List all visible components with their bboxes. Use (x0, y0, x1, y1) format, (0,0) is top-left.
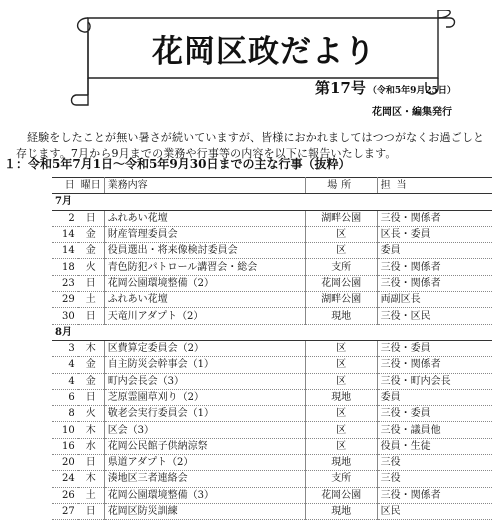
cell-people: 区長・委員 (377, 226, 492, 242)
issue-date: （令和5年9月25日） (367, 86, 456, 96)
table-row (52, 389, 492, 405)
cell-people: 役員・生徒 (377, 438, 492, 454)
table-row (52, 422, 492, 438)
cell-place: 湖畔公園 (305, 292, 377, 308)
cell-people: 三役・議員他 (377, 422, 492, 438)
cell-day: 30 (52, 308, 78, 324)
cell-day: 4 (52, 373, 78, 389)
cell-day: 14 (52, 226, 78, 242)
cell-event: 町内会長会（3） (104, 373, 305, 389)
table-row (52, 259, 492, 275)
cell-event: 花岡公園環境整備（2） (104, 275, 305, 291)
cell-people: 三役・町内会長 (377, 373, 492, 389)
cell-people: 委員 (377, 243, 492, 259)
header-event: 業務内容 (104, 178, 305, 194)
cell-place: 現地 (305, 503, 377, 519)
cell-weekday: 水 (78, 438, 105, 454)
table-row (52, 503, 492, 519)
cell-weekday: 木 (78, 340, 105, 356)
cell-place: 支所 (305, 259, 377, 275)
cell-people: 三役・委員 (377, 340, 492, 356)
cell-event: 湊地区三者連絡会 (104, 471, 305, 487)
issue-line (315, 77, 456, 98)
table-row (52, 455, 492, 471)
cell-weekday: 金 (78, 243, 105, 259)
cell-event: 花岡区防災訓練 (104, 503, 305, 519)
cell-weekday: 土 (78, 487, 105, 503)
header-people: 担当 (377, 178, 492, 194)
cell-place: 区 (305, 406, 377, 422)
cell-event: 区費算定委員会（2） (104, 340, 305, 356)
cell-people: 三役・関係者 (377, 487, 492, 503)
month-row (52, 324, 492, 340)
header-day: 日 (52, 178, 78, 194)
cell-day: 14 (52, 243, 78, 259)
table-row (52, 210, 492, 226)
cell-place: 現地 (305, 308, 377, 324)
section-heading: １：令和5年7月1日～令和5年9月30日までの主な行事（抜粋） (4, 157, 351, 171)
cell-place: 花岡公園 (305, 275, 377, 291)
schedule-table (52, 177, 492, 520)
cell-day: 20 (52, 455, 78, 471)
table-row (52, 275, 492, 291)
table-row (52, 226, 492, 242)
cell-place: 区 (305, 373, 377, 389)
cell-event: 県道アダプト（2） (104, 455, 305, 471)
cell-place: 現地 (305, 389, 377, 405)
cell-day: 10 (52, 422, 78, 438)
cell-day: 3 (52, 340, 78, 356)
cell-weekday: 日 (78, 455, 105, 471)
cell-people: 三役・関係者 (377, 275, 492, 291)
cell-event: 青色防犯パトロール講習会・総会 (104, 259, 305, 275)
cell-weekday: 日 (78, 275, 105, 291)
cell-weekday: 木 (78, 471, 105, 487)
table-row (52, 373, 492, 389)
cell-event: 花岡公園環境整備（3） (104, 487, 305, 503)
cell-people: 三役・関係者 (377, 357, 492, 373)
cell-day: 8 (52, 406, 78, 422)
cell-people: 三役・関係者 (377, 210, 492, 226)
cell-people: 三役・委員 (377, 406, 492, 422)
cell-event: ふれあい花壇 (104, 292, 305, 308)
cell-day: 29 (52, 292, 78, 308)
cell-event: 花岡公民館子供納涼祭 (104, 438, 305, 454)
issue-number: 第17号 (315, 79, 366, 97)
cell-event: 役員選出・将来像検討委員会 (104, 243, 305, 259)
cell-place: 花岡公園 (305, 487, 377, 503)
cell-people: 三役 (377, 471, 492, 487)
cell-place: 湖畔公園 (305, 210, 377, 226)
cell-event: 自主防災会幹事会（1） (104, 357, 305, 373)
table-row (52, 406, 492, 422)
cell-place: 区 (305, 357, 377, 373)
cell-place: 区 (305, 243, 377, 259)
month-row (52, 194, 492, 210)
cell-event: 財産管理委員会 (104, 226, 305, 242)
cell-place: 区 (305, 438, 377, 454)
cell-place: 区 (305, 226, 377, 242)
cell-day: 6 (52, 389, 78, 405)
cell-weekday: 日 (78, 308, 105, 324)
cell-weekday: 火 (78, 259, 105, 275)
cell-day: 2 (52, 210, 78, 226)
table-row (52, 243, 492, 259)
month-label: 7月 (52, 194, 492, 210)
cell-weekday: 金 (78, 357, 105, 373)
cell-weekday: 火 (78, 406, 105, 422)
cell-day: 27 (52, 503, 78, 519)
cell-weekday: 日 (78, 210, 105, 226)
cell-weekday: 金 (78, 226, 105, 242)
cell-people: 三役・関係者 (377, 259, 492, 275)
cell-place: 支所 (305, 471, 377, 487)
cell-event: 敬老会実行委員会（1） (104, 406, 305, 422)
table-row (52, 308, 492, 324)
header-place: 場所 (305, 178, 377, 194)
cell-place: 現地 (305, 455, 377, 471)
header-weekday: 曜日 (78, 178, 105, 194)
table-header-row (52, 178, 492, 194)
cell-people: 三役 (377, 455, 492, 471)
table-row (52, 487, 492, 503)
cell-weekday: 金 (78, 373, 105, 389)
cell-weekday: 日 (78, 503, 105, 519)
cell-people: 委員 (377, 389, 492, 405)
cell-event: 天竜川アダプト（2） (104, 308, 305, 324)
newsletter-title: 花岡区政だより (152, 34, 376, 70)
table-row (52, 471, 492, 487)
cell-day: 4 (52, 357, 78, 373)
cell-event: ふれあい花壇 (104, 210, 305, 226)
cell-day: 18 (52, 259, 78, 275)
cell-day: 23 (52, 275, 78, 291)
table-row (52, 357, 492, 373)
cell-day: 26 (52, 487, 78, 503)
table-row (52, 438, 492, 454)
table-row (52, 340, 492, 356)
cell-weekday: 日 (78, 389, 105, 405)
table-row (52, 292, 492, 308)
intro-paragraph: 経験をしたことが無い暑さが続いていますが、皆様におかれましてはつつがなくお過ごしと存じます。7月から9月までの業務や行事等の内容を以下に報告いたします。 (16, 131, 485, 160)
publisher: 花岡区・編集発行 (372, 107, 452, 118)
month-label: 8月 (52, 324, 492, 340)
cell-day: 24 (52, 471, 78, 487)
schedule-body (52, 194, 492, 520)
cell-weekday: 土 (78, 292, 105, 308)
cell-people: 区民 (377, 503, 492, 519)
cell-place: 区 (305, 340, 377, 356)
cell-event: 芝原霊園草刈り（2） (104, 389, 305, 405)
cell-event: 区会（3） (104, 422, 305, 438)
cell-people: 三役・区民 (377, 308, 492, 324)
cell-weekday: 木 (78, 422, 105, 438)
cell-people: 両副区長 (377, 292, 492, 308)
cell-day: 16 (52, 438, 78, 454)
cell-place: 区 (305, 422, 377, 438)
